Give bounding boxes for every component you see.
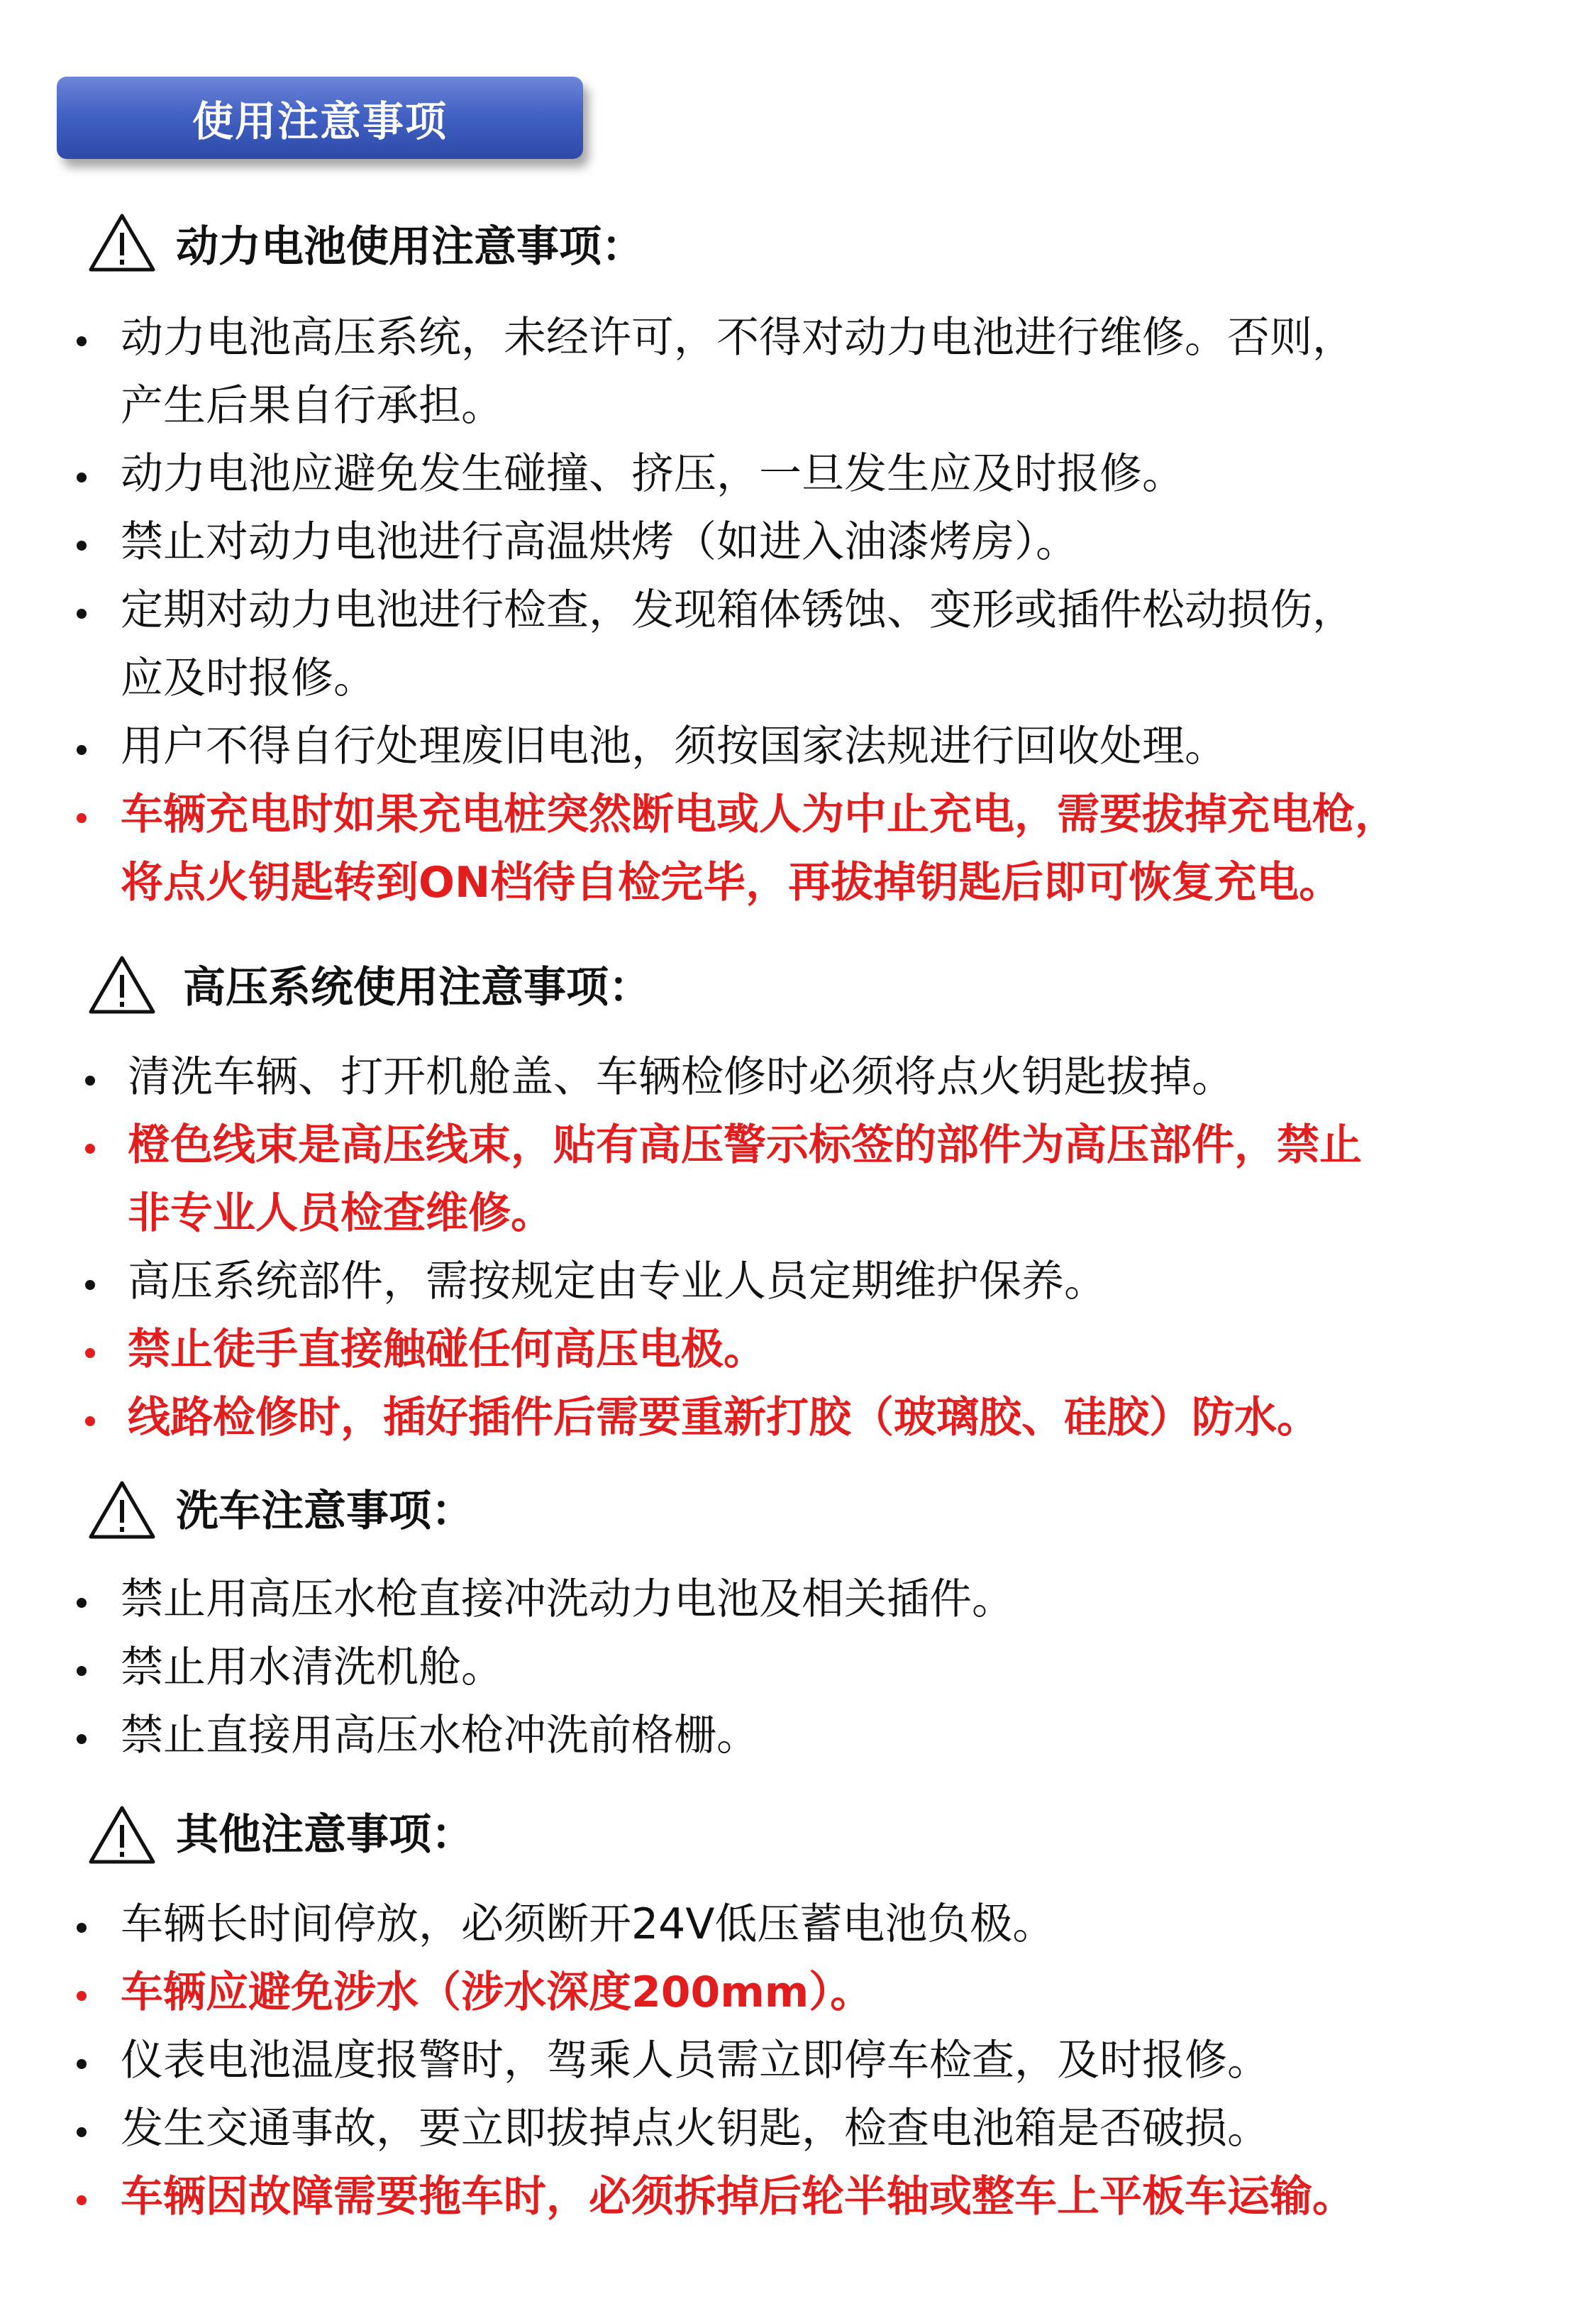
bullet bbox=[85, 1348, 95, 1358]
bullet bbox=[77, 541, 87, 551]
item-text-continued: 非专业人员检查维修。 bbox=[128, 1188, 553, 1238]
bullet bbox=[85, 1416, 95, 1426]
bullet bbox=[77, 2127, 87, 2137]
warning-triangle-icon bbox=[88, 1479, 156, 1540]
item-text: 橙色线束是高压线束，贴有高压警示标签的部件为高压部件，禁止 bbox=[128, 1120, 1362, 1170]
item-text: 车辆因故障需要拖车时，必须拆掉后轮半轴或整车上平板车运输。 bbox=[121, 2172, 1355, 2222]
section-title: 高压系统使用注意事项： bbox=[183, 963, 651, 1013]
warning-triangle-icon bbox=[88, 1804, 156, 1865]
bullet bbox=[77, 1991, 87, 2001]
item-text: 车辆充电时如果充电桩突然断电或人为中止充电，需要拔掉充电枪， bbox=[121, 790, 1397, 839]
item-text: 清洗车辆、打开机舱盖、车辆检修时必须将点火钥匙拔掉。 bbox=[128, 1052, 1234, 1102]
warning-triangle-icon bbox=[88, 954, 156, 1015]
bullet bbox=[77, 336, 87, 346]
bullet bbox=[77, 1598, 87, 1608]
item-text-continued: 产生后果自行承担。 bbox=[121, 381, 504, 431]
item-text: 动力电池应避免发生碰撞、挤压，一旦发生应及时报修。 bbox=[121, 449, 1185, 499]
item-text: 禁止徒手直接触碰任何高压电极。 bbox=[128, 1325, 766, 1374]
page-title: 使用注意事项 bbox=[192, 97, 448, 145]
bullet bbox=[85, 1144, 95, 1154]
bullet bbox=[85, 1280, 95, 1290]
section-title: 其他注意事项： bbox=[176, 1810, 474, 1860]
item-text: 禁止直接用高压水枪冲洗前格栅。 bbox=[121, 1711, 759, 1760]
bullet bbox=[77, 813, 87, 823]
item-text: 高压系统部件，需按规定由专业人员定期维护保养。 bbox=[128, 1257, 1107, 1306]
item-text-continued: 将点火钥匙转到ON档待自检完毕，再拔掉钥匙后即可恢复充电。 bbox=[121, 858, 1342, 907]
bullet bbox=[77, 2195, 87, 2205]
item-text: 禁止对动力电池进行高温烘烤（如进入油漆烤房）。 bbox=[121, 517, 1078, 567]
page-title-tab bbox=[57, 77, 583, 159]
item-text: 禁止用高压水枪直接冲洗动力电池及相关插件。 bbox=[121, 1574, 1014, 1624]
bullet bbox=[77, 473, 87, 482]
item-text: 用户不得自行处理废旧电池，须按国家法规进行回收处理。 bbox=[121, 722, 1227, 771]
bullet bbox=[77, 1923, 87, 1933]
bullet bbox=[77, 1734, 87, 1744]
bullet bbox=[77, 2059, 87, 2069]
item-text: 定期对动力电池进行检查，发现箱体锈蚀、变形或插件松动损伤， bbox=[121, 585, 1355, 635]
item-text: 仪表电池温度报警时，驾乘人员需立即停车检查，及时报修。 bbox=[121, 2036, 1270, 2085]
item-text: 车辆长时间停放，必须断开24V低压蓄电池负极。 bbox=[121, 1899, 1055, 1949]
item-text: 禁止用水清洗机舱。 bbox=[121, 1643, 504, 1692]
item-text: 动力电池高压系统，未经许可，不得对动力电池进行维修。否则， bbox=[121, 313, 1355, 363]
item-text: 发生交通事故，要立即拔掉点火钥匙，检查电池箱是否破损。 bbox=[121, 2104, 1270, 2153]
warning-triangle-icon bbox=[88, 211, 156, 272]
bullet bbox=[77, 609, 87, 619]
bullet bbox=[77, 1666, 87, 1676]
item-text-continued: 应及时报修。 bbox=[121, 653, 376, 703]
item-text: 车辆应避免涉水（涉水深度200mm）。 bbox=[121, 1968, 873, 2017]
bullet bbox=[85, 1076, 95, 1086]
section-title: 洗车注意事项： bbox=[176, 1486, 474, 1536]
section-title: 动力电池使用注意事项： bbox=[176, 222, 644, 272]
item-text: 线路检修时，插好插件后需要重新打胶（玻璃胶、硅胶）防水。 bbox=[128, 1393, 1319, 1442]
bullet bbox=[77, 745, 87, 755]
